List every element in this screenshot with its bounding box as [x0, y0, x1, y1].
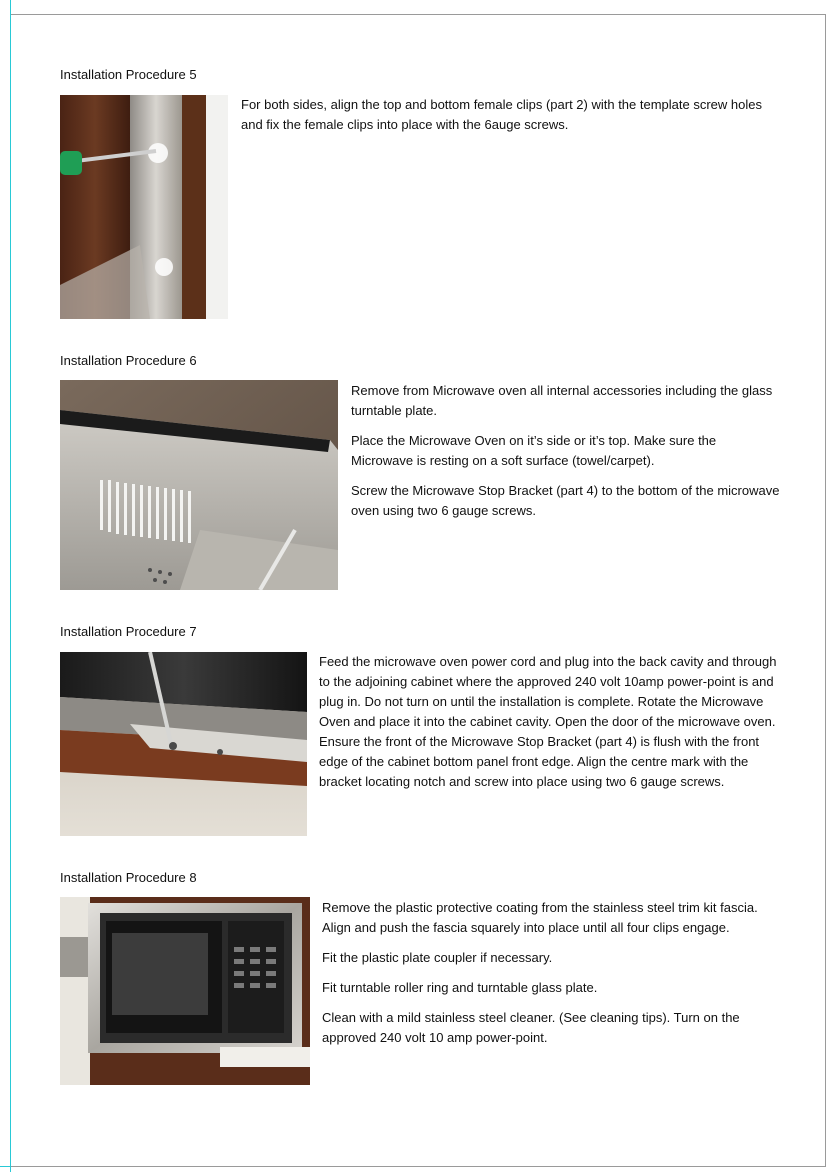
installed-microwave-photo [60, 897, 310, 1085]
procedure-8-paragraph-2: Fit the plastic plate coupler if necessary. [322, 950, 553, 965]
procedure-8-paragraph-4: Clean with a mild stainless steel cleaner. (See cleaning tips). Turn on the approved 240 volt 10 amp power-point. [322, 1010, 740, 1045]
procedure-6-photo [60, 380, 338, 590]
stop-bracket-photo [60, 652, 307, 836]
page-border-bottom [0, 1166, 826, 1167]
procedure-6-text [351, 381, 781, 531]
procedure-8-paragraph-3: Fit turntable roller ring and turntable glass plate. [322, 980, 598, 995]
cabinet-clip-photo [60, 95, 228, 319]
procedure-7-photo [60, 652, 307, 836]
procedure-6-paragraph-3: Screw the Microwave Stop Bracket (part 4) to the bottom of the microwave oven using two 6 gauge screws. [351, 483, 780, 518]
procedure-5-photo [60, 95, 228, 319]
procedure-6-paragraph-1: Remove from Microwave oven all internal accessories including the glass turntable plate. [351, 383, 773, 418]
procedure-5-text [241, 95, 781, 145]
procedure-6-paragraph-2: Place the Microwave Oven on it’s side or it’s top. Make sure the Microwave is resting on a soft surface (towel/carpet). [351, 433, 717, 468]
procedure-8-text [322, 898, 784, 1058]
procedure-8-heading: Installation Procedure 8 [60, 870, 197, 885]
procedure-8-photo [60, 897, 310, 1085]
page-border-top [10, 14, 825, 15]
procedure-7-paragraph: Feed the microwave oven power cord and plug into the back cavity and through to the adjoining cabinet where the approved 240 volt 10amp power-point is and plug in. Do not turn on until the installation is complete. Rotate the Microwave Oven and place it into the cabinet cavity. Open the door of the microwave oven. Ensure the front of the Microwave Stop Bracket (part 4) is flush with the front edge of the cabinet bottom panel front edge. Align the centre mark with the bracket locating notch and screw into place using two 6 gauge screws. [319, 654, 777, 789]
margin-guide-tick [0, 1166, 11, 1167]
microwave-on-side-photo [60, 380, 338, 590]
margin-guide-line [10, 0, 11, 1172]
procedure-5-paragraph: For both sides, align the top and bottom female clips (part 2) with the template screw holes and fix the female clips into place with the 6auge screws. [241, 97, 762, 132]
procedure-7-heading: Installation Procedure 7 [60, 624, 197, 639]
procedure-8-paragraph-1: Remove the plastic protective coating from the stainless steel trim kit fascia. Align and push the fascia squarely into place until all four clips engage. [322, 900, 758, 935]
procedure-5-heading: Installation Procedure 5 [60, 67, 197, 82]
page-border-right [825, 14, 826, 1166]
procedure-7-text [319, 652, 781, 802]
procedure-6-heading: Installation Procedure 6 [60, 353, 197, 368]
